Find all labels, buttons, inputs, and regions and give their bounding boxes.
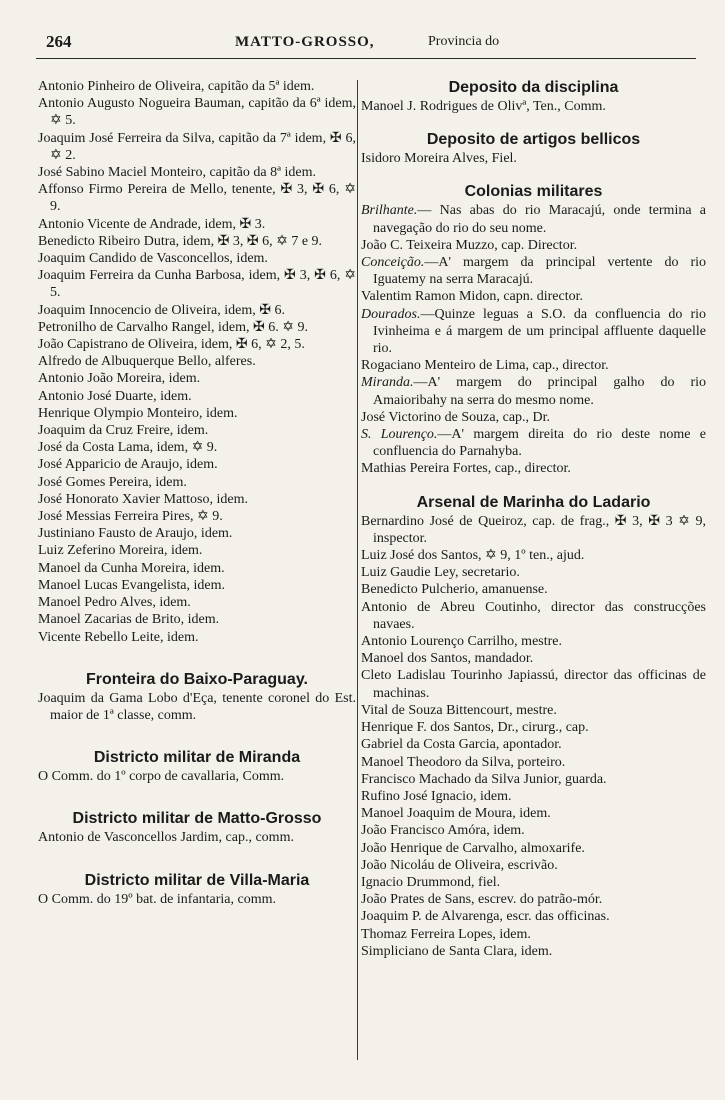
list-item: Manoel dos Santos, mandador.	[361, 651, 534, 667]
list-item: Benedicto Ribeiro Dutra, idem, ✠ 3, ✠ 6, ✡ 7 e 9.	[38, 233, 323, 249]
list-item: João Nicoláu de Oliveira, escrivão.	[361, 857, 558, 873]
list-item: José Victorino de Souza, cap., Dr.	[361, 409, 551, 425]
arsenal-list	[361, 513, 706, 960]
list-item: José da Costa Lama, idem, ✡ 9.	[38, 440, 218, 456]
list-item: Rufino José Ignacio, idem.	[361, 788, 512, 804]
list-item	[361, 254, 706, 288]
list-item: Manoel Zacarias de Brito, idem.	[38, 612, 220, 628]
list-item: Isidoro Moreira Alves, Fiel.	[361, 151, 517, 167]
list-item: Manoel Pedro Alves, idem.	[38, 595, 191, 611]
list-item: José Apparicio de Araujo, idem.	[38, 457, 218, 473]
list-item: Valentim Ramon Midon, capn. director.	[361, 289, 584, 305]
list-item: Luiz Gaudie Ley, secretario.	[361, 565, 520, 581]
list-item: Manoel da Cunha Moreira, idem.	[38, 560, 225, 576]
list-item: Francisco Machado da Silva Junior, guarda.	[361, 771, 607, 787]
colony-name: Brilhante.	[361, 203, 418, 219]
list-item: Joaquim José Ferreira da Silva, capitão da 7ª idem, ✠ 6, ✡ 2.	[38, 130, 356, 163]
list-item	[361, 202, 706, 236]
list-item: Joaquim Candido de Vasconcellos, idem.	[38, 251, 268, 267]
section-title-deposito-artigos: Deposito de artigos bellicos	[426, 131, 641, 149]
list-item: Vicente Rebello Leite, idem.	[38, 629, 199, 645]
list-item: Antonio Vicente de Andrade, idem, ✠ 3.	[38, 216, 266, 232]
list-item: Joaquim da Cruz Freire, idem.	[38, 423, 209, 439]
header-rule	[36, 58, 696, 59]
list-item	[361, 306, 706, 358]
page-header	[30, 30, 695, 56]
list-item: João Capistrano de Oliveira, idem, ✠ 6, ✡ 2, 5.	[38, 337, 305, 353]
officers-list	[38, 78, 356, 646]
list-item: Antonio de Vasconcellos Jardim, cap., comm.	[38, 830, 294, 846]
list-item: Luiz Zeferino Moreira, idem.	[38, 543, 203, 559]
list-item: Cleto Ladislau Tourinho Japiassú, director das officinas de machinas.	[361, 668, 706, 701]
list-item: Justiniano Fausto de Araujo, idem.	[38, 526, 233, 542]
list-item: José Messias Ferreira Pires, ✡ 9.	[38, 509, 223, 525]
section-title-miranda: Districto militar de Miranda	[93, 749, 301, 767]
list-item: Manoel Joaquim de Moura, idem.	[361, 806, 551, 822]
list-item: Antonio Pinheiro de Oliveira, capitão da 5ª idem.	[38, 79, 315, 94]
list-item: Manoel J. Rodrigues de Olivª, Ten., Comm.	[361, 99, 606, 114]
list-item	[361, 374, 706, 408]
running-title: MATTO-GROSSO,	[235, 34, 375, 50]
column-divider	[357, 80, 358, 1060]
list-item: Luiz José dos Santos, ✡ 9, 1º ten., ajud.	[361, 548, 585, 564]
list-item: Henrique F. dos Santos, Dr., cirurg., cap.	[361, 720, 589, 736]
list-item: João C. Teixeira Muzzo, cap. Director.	[361, 237, 578, 253]
right-column	[361, 78, 706, 960]
list-item: José Sabino Maciel Monteiro, capitão da 8ª idem.	[38, 165, 316, 181]
list-item: Antonio José Duarte, idem.	[38, 388, 192, 404]
list-item: José Honorato Xavier Mattoso, idem.	[38, 491, 248, 507]
colony-name: S. Lourenço.	[361, 427, 438, 443]
list-item: Bernardino José de Queiroz, cap. de frag., ✠ 3, ✠ 3 ✡ 9, inspector.	[361, 513, 706, 546]
colony-name: Conceição.	[361, 255, 425, 271]
list-item: Joaquim Innocencio de Oliveira, idem, ✠ 6.	[38, 302, 285, 318]
list-item: Thomaz Ferreira Lopes, idem.	[361, 926, 531, 942]
list-item: Simpliciano de Santa Clara, idem.	[361, 943, 553, 959]
colony-name: Dourados.	[361, 306, 421, 322]
list-item: Joaquim Ferreira da Cunha Barbosa, idem, ✠ 3, ✠ 6, ✡ 5.	[38, 268, 356, 301]
list-item: Mathias Pereira Fortes, cap., director.	[361, 461, 571, 477]
running-subtitle: Provincia do	[428, 34, 500, 49]
list-item: João Francisco Amóra, idem.	[361, 823, 525, 839]
list-item: Antonio Augusto Nogueira Bauman, capitão da 6ª idem, ✡ 5.	[38, 96, 356, 129]
list-item	[361, 426, 706, 460]
list-item: Alfredo de Albuquerque Bello, alferes.	[38, 354, 256, 370]
colony-description: —A' margem da principal vertente do rio Iguatemy na serra Maracajú.	[373, 255, 706, 288]
list-item: Antonio João Moreira, idem.	[38, 371, 201, 387]
colony-name: Miranda.	[361, 375, 414, 391]
section-title-villa-maria: Districto militar de Villa-Maria	[84, 871, 310, 889]
list-item: Henrique Olympio Monteiro, idem.	[38, 405, 238, 421]
list-item: Manoel Theodoro da Silva, porteiro.	[361, 754, 566, 770]
colony-description: —A' margem direita do rio deste nome e confluencia do Parnahyba.	[373, 427, 706, 460]
list-item: Affonso Firmo Pereira de Mello, tenente, ✠ 3, ✠ 6, ✡ 9.	[38, 182, 356, 215]
list-item: O Comm. do 19º bat. de infantaria, comm.	[38, 891, 277, 907]
page-number: 264	[46, 32, 72, 51]
list-item: Joaquim da Gama Lobo d'Eça, tenente coronel do Est. maior de 1ª classe, comm.	[38, 690, 356, 723]
list-item: Vital de Souza Bittencourt, mestre.	[361, 702, 557, 718]
list-item: José Gomes Pereira, idem.	[38, 474, 187, 490]
list-item: Manoel Lucas Evangelista, idem.	[38, 577, 225, 593]
list-item: João Prates de Sans, escrev. do patrão-mór.	[361, 892, 603, 908]
colony-description: —Quinze leguas a S.O. da confluencia do rio Ivinheima e á margem de um principal affluente daquelle rio.	[373, 306, 706, 357]
list-item: Ignacio Drummond, fiel.	[361, 874, 501, 890]
colony-description: — Nas abas do rio Maracajú, onde termina a navegação do rio do seu nome.	[373, 203, 706, 236]
list-item: Petronilho de Carvalho Rangel, idem, ✠ 6. ✡ 9.	[38, 319, 308, 335]
section-title-deposito-disciplina: Deposito da disciplina	[448, 79, 619, 96]
section-title-arsenal: Arsenal de Marinha do Ladario	[416, 493, 651, 511]
list-item: Rogaciano Menteiro de Lima, cap., director.	[361, 358, 609, 374]
list-item: Antonio Lourenço Carrilho, mestre.	[361, 634, 563, 650]
colony-description: —A' margem do principal galho do rio Amaioribahy na serra do mesmo nome.	[373, 375, 706, 408]
list-item: Joaquim P. de Alvarenga, escr. das officinas.	[361, 909, 610, 925]
list-item: Benedicto Pulcherio, amanuense.	[361, 582, 548, 598]
colonias-list	[361, 202, 706, 477]
section-title-fronteira: Fronteira do Baixo-Paraguay.	[86, 670, 308, 688]
list-item: O Comm. do 1º corpo de cavallaria, Comm.	[38, 769, 285, 785]
list-item: Antonio de Abreu Coutinho, director das construcções navaes.	[361, 599, 706, 632]
list-item: Gabriel da Costa Garcia, apontador.	[361, 737, 562, 753]
left-column	[38, 78, 356, 908]
section-title-matto-grosso: Districto militar de Matto-Grosso	[72, 810, 322, 828]
list-item: João Henrique de Carvalho, almoxarife.	[361, 840, 585, 856]
section-title-colonias: Colonias militares	[464, 183, 603, 201]
